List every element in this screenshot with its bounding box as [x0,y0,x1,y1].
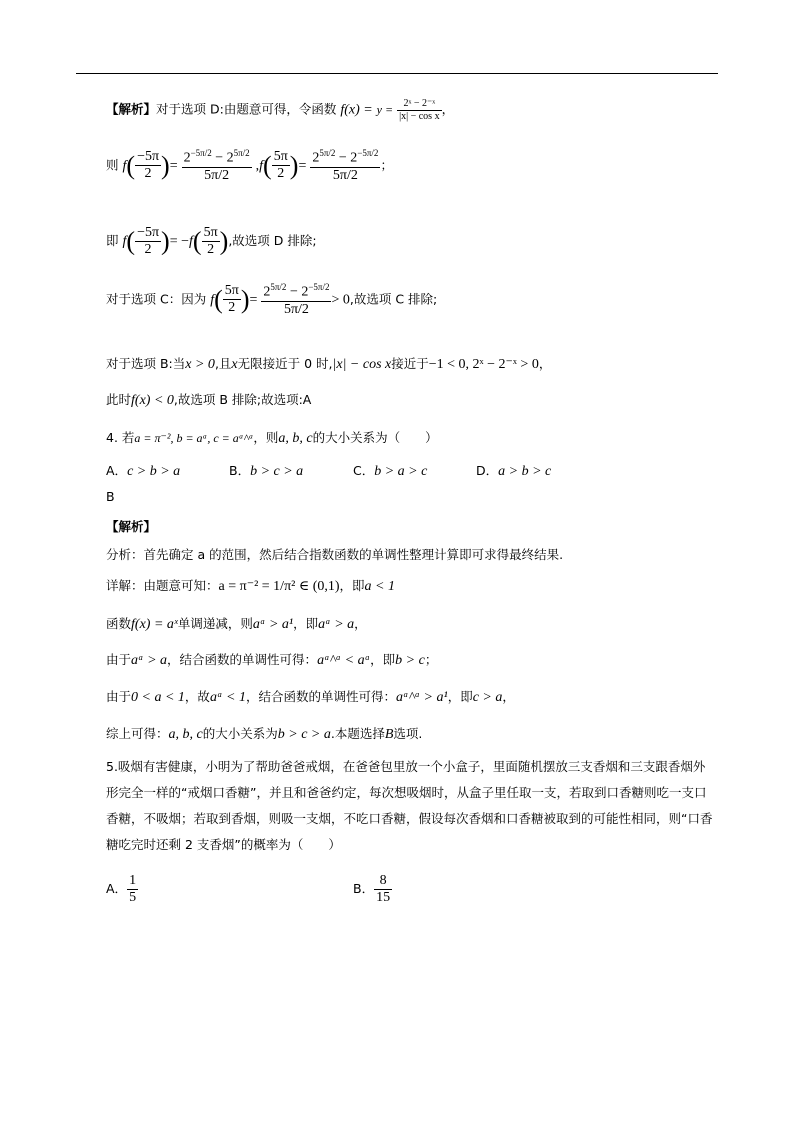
header-rule [76,73,718,74]
q4-option-c: C．b > a > c [353,463,428,479]
q4-detail: 详解：由题意可知：a = π⁻² = 1/π² ∈ (0,1)，即a < 1 [106,578,395,594]
f-neg-fraction: $\frac{2^{-5\pi/2} - 2^{5\pi/2}}{5\pi/2}$ [183,148,250,183]
q4-line-1: 函数f(x) = aˣ单调递减，则aᵃ > a¹，即aᵃ > a， [106,616,367,632]
q4-line-2: 由于aᵃ > a，结合函数的单调性可得：aᵃ^ᵃ < aᵃ，即b > c； [106,652,438,668]
q4-option-b: B．b > c > a [229,463,304,479]
q4-answer: B [106,489,115,504]
solution-line-4: 对于选项 C：因为 f( $\frac{5\pi}{2}$ )= $\frac{2^{5\pi/2} - 2^{-5\pi/2}}{5\pi/2}$ > 0,故选项 C 排除; [106,282,438,317]
q4-jiexi-label: 【解析】 [106,519,157,534]
solution-line-1: 【解析】对于选项 D:由题意可得，令函数 f(x) = y = $\frac{\text{2ˣ − 2⁻ˣ}}{\text{|x| − cos x}}$ ， [106,98,455,122]
q4-line-3: 由于0 < a < 1，故aᵃ < 1，结合函数的单调性可得：aᵃ^ᵃ > a¹，即c > a， [106,689,515,705]
q4-line-4: 综上可得：a, b, c的大小关系为b > c > a.本题选择B选项. [106,726,423,742]
y-fraction: $\frac{\text{2ˣ − 2⁻ˣ}}{\text{|x| − cos x}}$ [399,98,440,122]
q4-option-a: A．c > b > a [106,463,181,479]
q4-option-d: D．a > b > c [476,463,552,479]
arg-pos: $\frac{5\pi}{2}$ [273,149,288,182]
question-4: 4. 若a = π⁻², b = aᵃ, c = aᵃ^ᵃ，则a, b, c的大小关系为（ ） [106,430,438,446]
solution-line-3: 即 f( $\frac{-5\pi}{2}$ )= −f( $\frac{5\pi}{2}$ ),故选项 D 排除; [106,225,317,258]
q5-option-a: A． $\frac{1}{5}$ [106,873,137,906]
solution-line-5: 对于选项 B:当x > 0,且x无限接近于 0 时,|x| − cos x接近于−1 < 0, 2ˣ − 2⁻ˣ > 0， [106,356,552,372]
q5-option-b: B． $\frac{8}{15}$ [353,873,391,906]
solution-line-2: 则 f( $\frac{-5\pi}{2}$ )= $\frac{2^{-5\pi/2} - 2^{5\pi/2}}{5\pi/2}$ ,f( $\frac{5\pi}{2}$ )= $\frac{2^{5\pi/2} - 2^{-5\pi/2}}{5\pi/2}$ ； [106,148,393,183]
jiexi-label: 【解析】 [106,101,157,117]
q4-analysis: 分析：首先确定 a 的范围，然后结合指数函数的单调性整理计算即可求得最终结果. [106,547,564,562]
solution-line-6: 此时f(x) < 0,故选项 B 排除;故选项:A [106,392,312,408]
arg-neg: $\frac{-5\pi}{2}$ [137,149,160,182]
f-pos-fraction: $\frac{2^{5\pi/2} - 2^{-5\pi/2}}{5\pi/2}$ [312,148,379,183]
question-5: 5.吸烟有害健康，小明为了帮助爸爸戒烟，在爸爸包里放一个小盒子，里面随机摆放三支香烟和三支跟香烟外形完全一样的“戒烟口香糖”，并且和爸爸约定，每次想吸烟时，从盒子里任取一支，若取到口香糖则吃一支口香糖，不吸烟；若取到香烟，则吸一支烟，不吃口香糖，假设每次香烟和口香糖被取到的可能性相同，则“口香糖吃完时还剩 2 支香烟”的概率为（ ） [106,759,713,852]
